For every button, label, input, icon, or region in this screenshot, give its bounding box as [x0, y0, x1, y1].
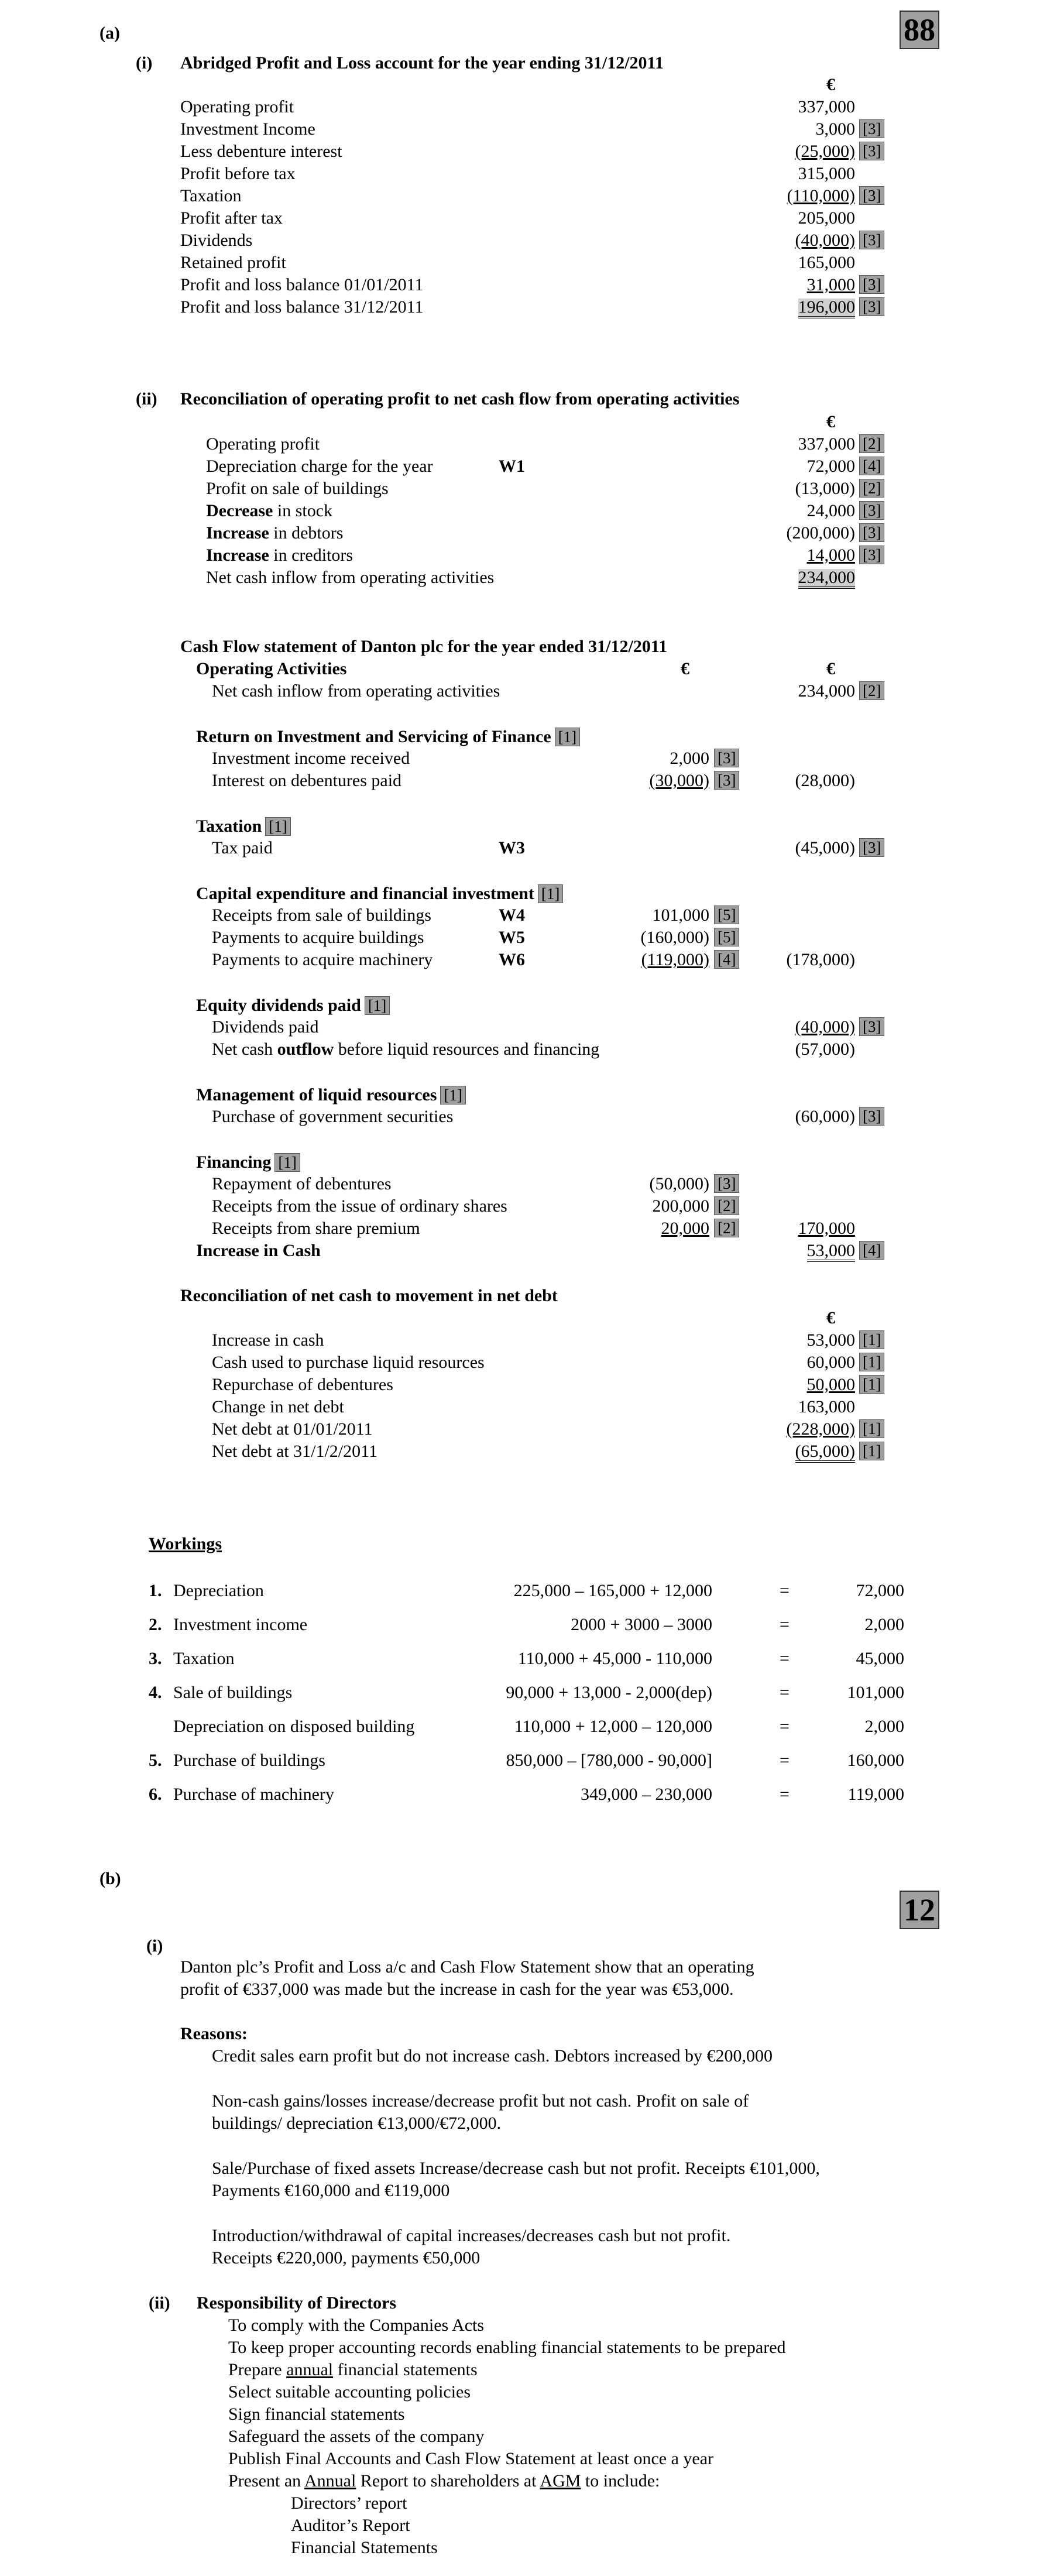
- mark-badge: [1]: [859, 1330, 884, 1349]
- sub-list-item: Auditor’s Report: [291, 2516, 410, 2535]
- working-ref: W4: [499, 905, 525, 925]
- bold-term: Increase: [206, 546, 269, 565]
- list-item: [228, 2472, 660, 2490]
- cf-row-value-col1: 2,000: [670, 749, 709, 768]
- recon-row-label: [206, 502, 332, 520]
- reason-line: Introduction/withdrawal of capital increases/decreases cash but not profit.: [212, 2226, 731, 2245]
- working-number: 3.: [149, 1649, 162, 1668]
- reason-line: Receipts €220,000, payments €50,000: [212, 2248, 480, 2268]
- part-b-marks-badge: 12: [900, 1891, 939, 1929]
- reasons-heading: Reasons:: [180, 2024, 248, 2043]
- cashflow-title: Cash Flow statement of Danton plc for the year ended 31/12/2011: [180, 637, 668, 656]
- mark-badge: [1]: [265, 817, 290, 836]
- part-a-marks-badge: 88: [900, 11, 939, 49]
- nd-row-label: Repurchase of debentures: [212, 1375, 393, 1394]
- working-ref: W6: [499, 950, 525, 969]
- bold-term: Decrease: [206, 501, 273, 520]
- bold-term: Increase: [206, 523, 269, 543]
- pl-row-label: Investment Income: [180, 119, 315, 139]
- section-ii-number: (ii): [136, 389, 157, 409]
- working-calc: 349,000 – 230,000: [581, 1785, 712, 1804]
- text-underlined: Annual: [304, 2471, 356, 2491]
- working-equals: =: [780, 1649, 790, 1668]
- reason-line: Payments €160,000 and €119,000: [212, 2181, 450, 2200]
- sub-list-item: Directors’ report: [291, 2493, 407, 2513]
- cf-row-value-col1: (160,000): [640, 928, 709, 947]
- mark-badge: [1]: [538, 884, 563, 903]
- mark-badge: [1]: [440, 1086, 465, 1105]
- text: Report to shareholders at: [356, 2471, 540, 2491]
- mark-badge: [3]: [859, 1017, 884, 1036]
- working-equals: =: [780, 1717, 790, 1736]
- working-ref: W5: [499, 928, 525, 947]
- recon-row-value: 234,000: [798, 569, 856, 589]
- equity-dividends-heading: [196, 996, 390, 1015]
- reason-line: Sale/Purchase of fixed assets Increase/decrease cash but not profit. Receipts €101,000,: [212, 2159, 820, 2178]
- recon-row-value: 14,000: [806, 546, 855, 565]
- mark-badge: [3]: [859, 186, 884, 205]
- mark-badge: [1]: [365, 996, 390, 1015]
- nd-row-value: 60,000: [806, 1353, 855, 1372]
- pl-row-label: Profit before tax: [180, 164, 296, 183]
- mark-badge: [3]: [859, 231, 884, 249]
- pl-row-label: Taxation: [180, 186, 242, 205]
- taxation-heading-text: Taxation: [196, 817, 262, 836]
- cf-row-value-col1: (30,000): [649, 771, 709, 790]
- net-debt-title: Reconciliation of net cash to movement in net debt: [180, 1286, 558, 1305]
- mark-badge: [2]: [859, 681, 884, 700]
- working-result: 160,000: [847, 1751, 904, 1770]
- pl-row-label: Dividends: [180, 231, 253, 250]
- mark-badge: [3]: [859, 838, 884, 857]
- mark-badge: [2]: [859, 434, 884, 453]
- mark-badge: [1]: [859, 1419, 884, 1438]
- nd-row-label: Increase in cash: [212, 1330, 324, 1350]
- working-calc: 850,000 – [780,000 - 90,000]: [506, 1751, 712, 1770]
- recon-row-label: Depreciation charge for the year: [206, 457, 433, 476]
- cashflow-currency-col1: €: [681, 659, 689, 678]
- list-item: Safeguard the assets of the company: [228, 2427, 485, 2446]
- working-calc: 110,000 + 12,000 – 120,000: [514, 1717, 712, 1736]
- pl-account-title: Abridged Profit and Loss account for the year ending 31/12/2011: [180, 53, 664, 73]
- reconciliation-currency-symbol: €: [826, 412, 835, 431]
- sub-list-item: Financial Statements: [291, 2538, 438, 2557]
- nd-row-value: (65,000): [795, 1443, 855, 1463]
- pl-row-label: Profit and loss balance 31/12/2011: [180, 297, 424, 317]
- mark-badge: [5]: [714, 928, 739, 946]
- text: Prepare: [228, 2360, 287, 2379]
- net-debt-currency-symbol: €: [826, 1308, 835, 1328]
- increase-in-cash-value: 53,000: [807, 1242, 856, 1262]
- equity-heading-text: Equity dividends paid: [196, 996, 361, 1015]
- text-underlined: AGM: [540, 2471, 581, 2491]
- recon-row-value: (13,000): [795, 479, 855, 498]
- mark-badge: [1]: [859, 1375, 884, 1394]
- cf-row-label: Dividends paid: [212, 1017, 319, 1037]
- part-b-intro-line: Danton plc’s Profit and Loss a/c and Cash Flow Statement show that an operating: [180, 1957, 754, 1977]
- mark-badge: [1]: [274, 1153, 300, 1172]
- mark-badge: [4]: [859, 1241, 884, 1260]
- operating-activities-heading: Operating Activities: [196, 659, 347, 678]
- working-ref: W1: [499, 457, 525, 476]
- part-b-label: (b): [99, 1869, 121, 1888]
- cf-row-value: 234,000: [798, 681, 855, 701]
- working-equals: =: [780, 1751, 790, 1770]
- mark-badge: [1]: [555, 728, 580, 746]
- mark-badge: [3]: [859, 546, 884, 564]
- text-underlined: annual: [286, 2360, 334, 2379]
- cf-row-label: Tax paid: [212, 838, 273, 857]
- cf-row-value-col1: 200,000: [652, 1196, 709, 1216]
- pl-row-value: (25,000): [795, 142, 855, 161]
- label-rest: in stock: [273, 501, 333, 520]
- working-result: 2,000: [864, 1717, 904, 1736]
- section-i-number: (i): [136, 53, 153, 73]
- capex-heading-text: Capital expenditure and financial investment: [196, 884, 534, 903]
- nd-row-label: Cash used to purchase liquid resources: [212, 1353, 485, 1372]
- working-equals: =: [780, 1581, 790, 1600]
- roi-heading: [196, 728, 580, 746]
- pl-row-value: 196,000: [798, 299, 856, 318]
- working-result: 101,000: [847, 1683, 904, 1702]
- mark-badge: [5]: [714, 905, 739, 924]
- pl-row-value: 337,000: [798, 97, 855, 116]
- mark-badge: [3]: [859, 275, 884, 294]
- working-equals: =: [780, 1683, 790, 1702]
- pl-row-label: Retained profit: [180, 253, 286, 272]
- taxation-heading: [196, 817, 291, 836]
- financing-heading-text: Financing: [196, 1152, 272, 1172]
- nd-row-value: 163,000: [798, 1397, 855, 1416]
- pl-row-label: Operating profit: [180, 97, 294, 116]
- pl-row-value: (40,000): [795, 231, 855, 250]
- liquid-heading-text: Management of liquid resources: [196, 1085, 437, 1105]
- working-label: Sale of buildings: [173, 1683, 293, 1702]
- working-label: Depreciation on disposed building: [173, 1717, 415, 1736]
- mark-badge: [3]: [859, 297, 884, 316]
- part-b-ii-number: (ii): [149, 2293, 170, 2313]
- reason-line: Credit sales earn profit but do not increase cash. Debtors increased by €200,000: [212, 2046, 773, 2066]
- list-item: To keep proper accounting records enabling financial statements to be prepared: [228, 2338, 786, 2357]
- working-label: Purchase of buildings: [173, 1751, 325, 1770]
- working-equals: =: [780, 1615, 790, 1634]
- recon-row-label: Profit on sale of buildings: [206, 479, 389, 498]
- reconciliation-title: Reconciliation of operating profit to net cash flow from operating activities: [180, 389, 740, 409]
- working-result: 72,000: [856, 1581, 904, 1600]
- working-number: 1.: [149, 1581, 162, 1600]
- roi-heading-text: Return on Investment and Servicing of Finance: [196, 727, 551, 746]
- mark-badge: [1]: [859, 1353, 884, 1371]
- recon-row-label: Operating profit: [206, 434, 320, 454]
- cf-row-value-col2: (57,000): [795, 1040, 855, 1059]
- mark-badge: [3]: [859, 501, 884, 520]
- working-number: 5.: [149, 1751, 162, 1770]
- cf-row-value-col2: (28,000): [795, 771, 855, 790]
- working-calc: 110,000 + 45,000 - 110,000: [517, 1649, 712, 1668]
- cf-row-label: Purchase of government securities: [212, 1107, 454, 1126]
- cf-row-label: Net cash inflow from operating activities: [212, 681, 500, 701]
- nd-row-value: 53,000: [806, 1330, 855, 1350]
- working-calc: 90,000 + 13,000 - 2,000(dep): [506, 1683, 712, 1702]
- reason-line: buildings/ depreciation €13,000/€72,000.: [212, 2114, 502, 2133]
- cf-row-value-col2: (178,000): [786, 950, 855, 969]
- mark-badge: [4]: [859, 457, 884, 475]
- mark-badge: [2]: [714, 1219, 739, 1237]
- recon-row-value: 337,000: [798, 434, 855, 454]
- part-b-intro-line: profit of €337,000 was made but the increase in cash for the year was €53,000.: [180, 1980, 734, 1999]
- nd-row-value: 50,000: [806, 1375, 855, 1394]
- pl-row-value: 31,000: [806, 275, 855, 294]
- mark-badge: [2]: [859, 479, 884, 498]
- working-calc: 2000 + 3000 – 3000: [571, 1615, 712, 1634]
- list-item: Select suitable accounting policies: [228, 2382, 471, 2402]
- working-result: 45,000: [856, 1649, 904, 1668]
- pl-row-value: (110,000): [787, 186, 855, 205]
- nd-row-label: Net debt at 31/1/2/2011: [212, 1442, 378, 1461]
- working-number: 2.: [149, 1615, 162, 1634]
- list-item: Publish Final Accounts and Cash Flow Statement at least once a year: [228, 2449, 714, 2468]
- cf-row-label: Investment income received: [212, 749, 410, 768]
- working-ref: W3: [499, 838, 525, 857]
- recon-row-value: 72,000: [806, 457, 855, 476]
- working-label: Taxation: [173, 1649, 235, 1668]
- pl-row-value: 3,000: [815, 119, 855, 139]
- bold-term: outflow: [277, 1040, 334, 1059]
- recon-row-label: Net cash inflow from operating activities: [206, 568, 495, 587]
- working-result: 2,000: [864, 1615, 904, 1634]
- label-pre: Net cash: [212, 1040, 277, 1059]
- pl-currency-symbol: €: [826, 75, 835, 94]
- pl-row-label: Profit after tax: [180, 208, 283, 228]
- text: Present an: [228, 2471, 304, 2491]
- mark-badge: [3]: [859, 142, 884, 160]
- cf-row-label: Payments to acquire machinery: [212, 950, 433, 969]
- working-label: Investment income: [173, 1615, 308, 1634]
- working-label: Purchase of machinery: [173, 1785, 334, 1804]
- financing-heading: [196, 1153, 300, 1172]
- mark-badge: [4]: [714, 950, 739, 969]
- cf-row-value-col2: (40,000): [795, 1017, 855, 1037]
- mark-badge: [1]: [859, 1442, 884, 1460]
- label-rest: in creditors: [269, 546, 353, 565]
- label-rest: in debtors: [269, 523, 344, 543]
- recon-row-label: [206, 547, 353, 564]
- pl-row-label: Less debenture interest: [180, 142, 342, 161]
- working-result: 119,000: [847, 1785, 904, 1804]
- pl-row-label: Profit and loss balance 01/01/2011: [180, 275, 424, 294]
- recon-row-value: 24,000: [806, 501, 855, 520]
- working-number: 6.: [149, 1785, 162, 1804]
- mark-badge: [2]: [714, 1196, 739, 1215]
- nd-row-label: Change in net debt: [212, 1397, 344, 1416]
- workings-title: Workings: [149, 1534, 222, 1553]
- cf-row-value-col1: (50,000): [649, 1174, 709, 1193]
- cf-row-value-col1: (119,000): [641, 950, 709, 969]
- cf-row-label: Receipts from share premium: [212, 1219, 420, 1238]
- cf-row-label: Repayment of debentures: [212, 1174, 392, 1193]
- mark-badge: [3]: [859, 1107, 884, 1126]
- nd-row-value: (228,000): [786, 1419, 855, 1439]
- recon-row-value: (200,000): [786, 523, 855, 543]
- label-post: before liquid resources and financing: [334, 1040, 600, 1059]
- cf-row-value-col1: 20,000: [661, 1219, 709, 1238]
- recon-row-label: [206, 524, 343, 542]
- pl-row-value: 205,000: [798, 208, 855, 228]
- mark-badge: [3]: [714, 749, 739, 767]
- working-number: 4.: [149, 1683, 162, 1702]
- cashflow-currency-col2: €: [826, 659, 835, 678]
- cf-row-label: [212, 1041, 599, 1058]
- list-item: To comply with the Companies Acts: [228, 2316, 485, 2335]
- cf-row-label: Payments to acquire buildings: [212, 928, 424, 947]
- working-label: Depreciation: [173, 1581, 264, 1600]
- pl-row-value: 315,000: [798, 164, 855, 183]
- increase-in-cash-label: Increase in Cash: [196, 1241, 321, 1260]
- cf-row-label: Receipts from sale of buildings: [212, 905, 431, 925]
- nd-row-label: Net debt at 01/01/2011: [212, 1419, 373, 1439]
- part-b-i-number: (i): [146, 1936, 163, 1956]
- text: to include:: [581, 2471, 660, 2491]
- mark-badge: [3]: [859, 523, 884, 542]
- mark-badge: [3]: [859, 119, 884, 138]
- capex-heading: [196, 884, 563, 903]
- pl-row-value: 165,000: [798, 253, 855, 272]
- cf-row-label: Receipts from the issue of ordinary shares: [212, 1196, 507, 1216]
- list-item: Sign financial statements: [228, 2405, 405, 2424]
- liquid-resources-heading: [196, 1086, 466, 1105]
- cf-row-value-col1: 101,000: [652, 905, 709, 925]
- reason-line: Non-cash gains/losses increase/decrease profit but not cash. Profit on sale of: [212, 2091, 749, 2111]
- cf-row-value-col2: (60,000): [795, 1107, 855, 1126]
- list-item: [228, 2361, 478, 2379]
- mark-badge: [3]: [714, 771, 739, 790]
- part-a-label: (a): [99, 23, 120, 43]
- mark-badge: [3]: [714, 1174, 739, 1193]
- cf-row-value-col2: (45,000): [795, 838, 855, 857]
- cf-row-value-col2: 170,000: [798, 1219, 855, 1238]
- working-calc: 225,000 – 165,000 + 12,000: [513, 1581, 712, 1600]
- cf-row-label: Interest on debentures paid: [212, 771, 402, 790]
- directors-heading: Responsibility of Directors: [197, 2293, 397, 2313]
- working-equals: =: [780, 1785, 790, 1804]
- text: financial statements: [333, 2360, 478, 2379]
